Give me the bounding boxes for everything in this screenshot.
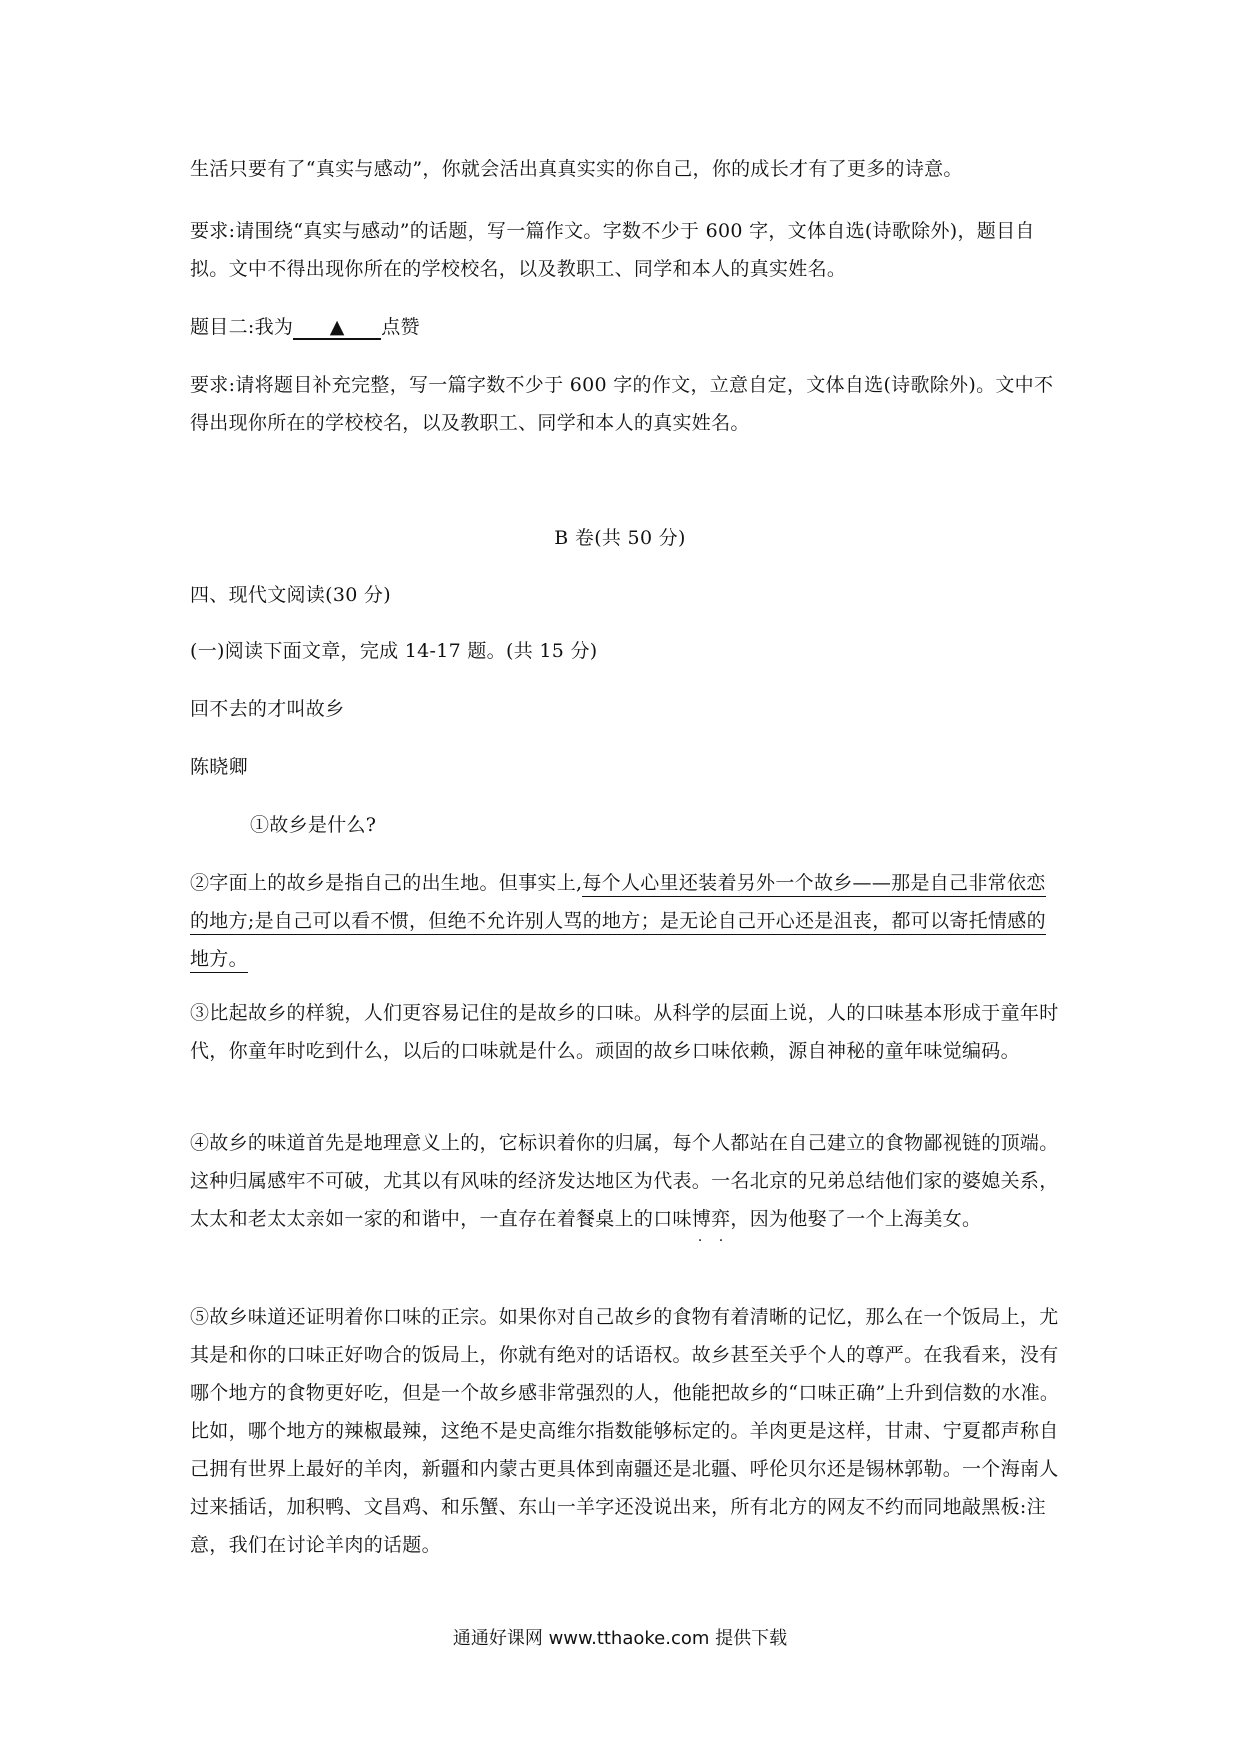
topic2-requirement: 要求:请将题目补充完整，写一篇字数不少于 600 字的作文，立意自定，文体自选(诗歌除外)。文中不得出现你所在的学校校名，以及教职工、同学和本人的真实姓名。: [190, 374, 1054, 434]
paragraph-2-underlined: 每个人心里还装着另外一个故乡——那是自己非常依恋的地方;是自己可以看不惯，但绝不允许别人骂的地方；是无论自己开心还是沮丧，都可以寄托情感的地方。: [190, 872, 1046, 973]
topic2-prefix: 题目二:我为: [190, 316, 294, 338]
paragraph-4: [190, 1124, 1060, 1238]
footer-watermark: 通通好课网 www.tthaoke.com 提供下载: [452, 1628, 788, 1649]
paragraph-1: ①故乡是什么?: [250, 814, 377, 836]
paragraph-4-emphasis: 博弈 · ·: [692, 1208, 731, 1230]
topic1-requirement: 要求:请围绕“真实与感动”的话题，写一篇作文。字数不少于 600 字，文体自选(诗歌除外)，题目自拟。文中不得出现你所在的学校校名，以及教职工、同学和本人的真实姓名。: [190, 220, 1035, 280]
paragraph-2-lead: ②字面上的故乡是指自己的出生地。但事实上,: [190, 872, 583, 894]
article-author: 陈晓卿: [190, 756, 248, 778]
topic2-title: [190, 308, 1060, 346]
topic1-intro: 生活只要有了“真实与感动”，你就会活出真真实实的你自己，你的成长才有了更多的诗意。: [190, 158, 963, 180]
paragraph-2: [190, 864, 1060, 978]
paragraph-4-main: ④故乡的味道首先是地理意义上的，它标识着你的归属，每个人都站在自己建立的食物鄙视链的顶端。这种归属感牢不可破，尤其以有风味的经济发达地区为代表。一名北京的兄弟总结他们家的婆媳关系，太太和老太太亲如一家的和谐中，一直存在着餐桌上的口味: [190, 1132, 1059, 1230]
paragraph-3: ③比起故乡的样貌，人们更容易记住的是故乡的口味。从科学的层面上说，人的口味基本形成于童年时代，你童年时吃到什么，以后的口味就是什么。顽固的故乡口味依赖，源自神秘的童年味觉编码。: [190, 1002, 1059, 1062]
topic2-blank: ▲: [293, 316, 381, 340]
part4-heading: 四、现代文阅读(30 分): [190, 584, 391, 606]
subsection-heading: (一)阅读下面文章，完成 14-17 题。(共 15 分): [190, 640, 598, 662]
section-b-title: B 卷(共 50 分): [554, 527, 686, 549]
paragraph-4-end: ，因为他娶了一个上海美女。: [730, 1208, 982, 1230]
article-title: 回不去的才叫故乡: [190, 698, 345, 720]
topic2-suffix: 点赞: [381, 316, 420, 338]
paragraph-5: ⑤故乡味道还证明着你口味的正宗。如果你对自己故乡的食物有着清晰的记忆，那么在一个饭局上，尤其是和你的口味正好吻合的饭局上，你就有绝对的话语权。故乡甚至关乎个人的尊严。在我看来，没有哪个地方的食物更好吃，但是一个故乡感非常强烈的人，他能把故乡的“口味正确”上升到信数的水准。比如，哪个地方的辣椒最辣，这绝不是史高维尔指数能够标定的。羊肉更是这样，甘肃、宁夏都声称自己拥有世界上最好的羊肉，新疆和内蒙古更具体到南疆还是北疆、呼伦贝尔还是锡林郭勒。一个海南人过来插话，加积鸭、文昌鸡、和乐蟹、东山一羊字还没说出来，所有北方的网友不约而同地敲黑板:注意，我们在讨论羊肉的话题。: [190, 1306, 1060, 1556]
